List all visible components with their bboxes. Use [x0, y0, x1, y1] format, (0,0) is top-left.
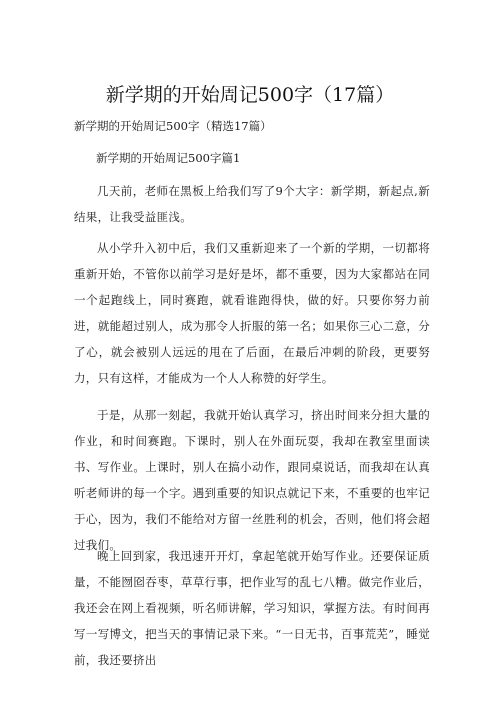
paragraph-3: 于是，从那一刻起，我就开始认真学习，挤出时间来分担大量的作业，和时间赛跑。下课时，别人在外面玩耍，我却在教室里面读书、写作业。上课时，别人在搞小动作，跟同桌说话，而我却在认真听老师讲的每一个字。遇到重要的知识点就记下来，不重要的也牢记于心，因为，我们不能给对方留一丝胜利的机会，否则，他们将会超过我们。 [74, 408, 430, 552]
paragraph-4: 晚上回到家，我迅速开开灯，拿起笔就开始写作业。还要保证质量，不能囫囵吞枣，草草行事，把作业写的乱七八糟。做完作业后，我还会在网上看视频，听名师讲解，学习知识，掌握方法。有时间再写一写博文，把当天的事情记录下来。“一日无书，百事荒芜”，睡觉前，我还要挤出 [74, 549, 430, 667]
paragraph-1: 几天前，老师在黑板上给我们写了9个大字：新学期，新起点,新结果，让我受益匪浅。 [74, 184, 430, 224]
document-subtitle: 新学期的开始周记500字（精选17篇） [74, 119, 272, 133]
section-heading: 新学期的开始周记500字篇1 [96, 151, 241, 165]
document-title: 新学期的开始周记500字（17篇） [105, 84, 395, 106]
paragraph-2: 从小学升入初中后，我们又重新迎来了一个新的学期，一切都将重新开始，不管你以前学习是好是坏，都不重要，因为大家都站在同一个起跑线上，同时赛跑，就看谁跑得快，做的好。只要你努力前进，就能超过别人，成为那令人折服的第一名；如果你三心二意，分了心，就会被别人远远的甩在了后面，在最后冲刺的阶段，更要努力，只有这样，才能成为一个人人称赞的好学生。 [74, 241, 430, 385]
